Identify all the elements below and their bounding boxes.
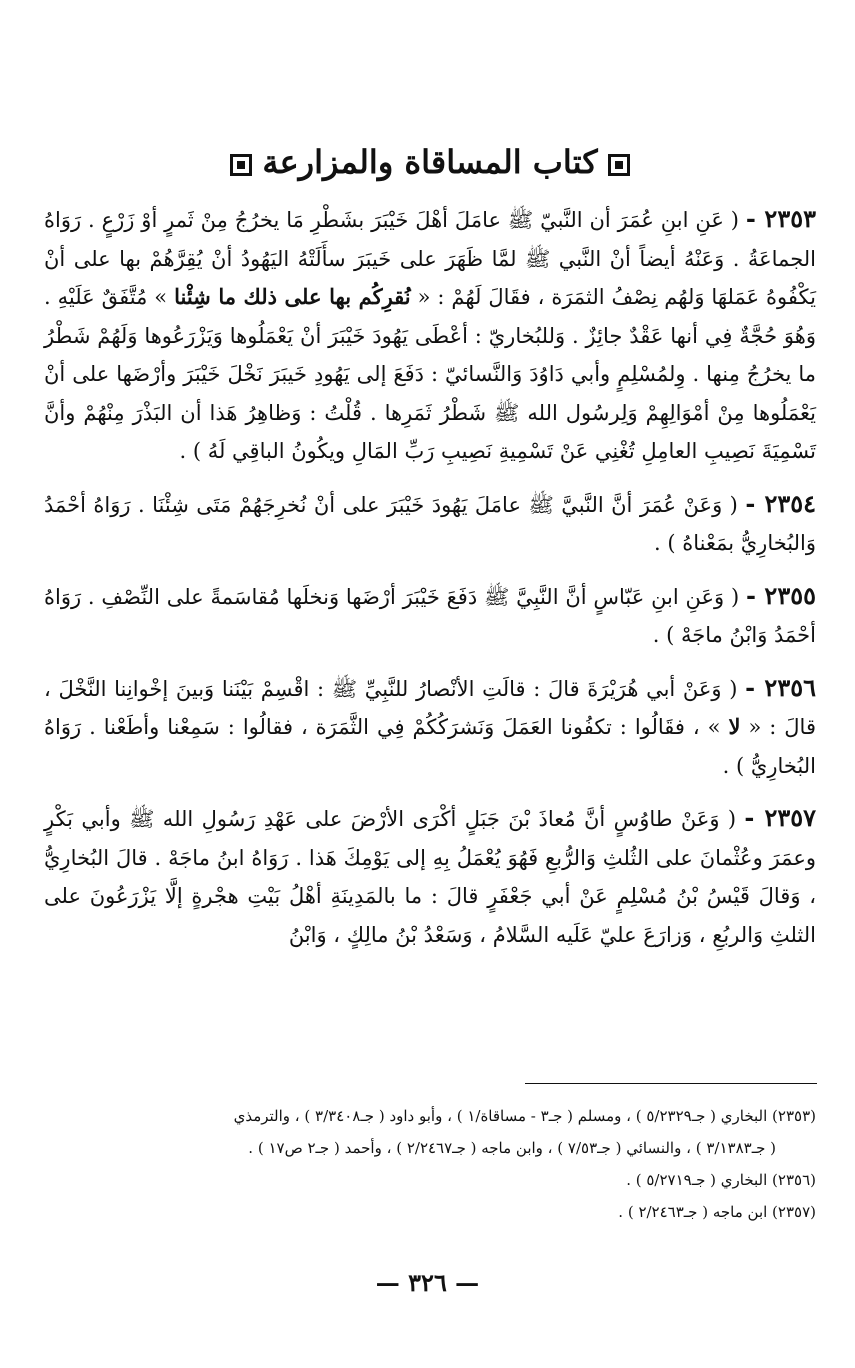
- footnote-line: (٢٣٥٦) البخاري ( جـ٥/٢٧١٩ ) .: [626, 1171, 816, 1189]
- hadith-number: ٢٣٥٣ -: [745, 204, 816, 233]
- hadith-2356: [44, 669, 816, 786]
- square-ornament-icon: [608, 154, 630, 176]
- hadith-text: ( وَعَنْ عُمَرَ أنَّ النَّبيَّ ﷺ عامَلَ يَهُودَ خَيْبَرَ على أنْ نُخرِجَهُمْ مَتَى شِئْنَا . رَوَاهُ أحْمَدُ وَالبُخارِيُّ بمَعْناهُ ) .: [44, 492, 816, 555]
- hadith-number: ٢٣٥٥ -: [745, 580, 816, 610]
- page-body: [44, 140, 816, 968]
- chapter-title-text: كتاب المساقاة والمزارعة: [262, 143, 598, 181]
- footnote-line: ( جـ٣/١٣٨٣ ) ، والنسائي ( جـ٧/٥٣ ) ، وابن ماجه ( جـ٢/٢٤٦٧ ) ، وأحمد ( جـ٢ ص١٧ ) .: [248, 1139, 776, 1157]
- hadith-number: ٢٣٥٤ -: [745, 488, 816, 518]
- hadith-bold-text: نُقرِكُم بها على ذلك ما شِئْنا: [174, 284, 411, 309]
- page-number: — ٣٢٦ —: [375, 1268, 480, 1297]
- hadith-text: » ، فقَالُوا : تكفُونا العَمَلَ وَنَشرَكُكُمْ فِي الثَّمَرَة ، فقالُوا : سَمِعْنا وأطَعْنا . رَوَاهُ البُخارِيُّ ) .: [44, 715, 816, 778]
- hadith-text: » مُتَّفَقٌ عَلَيْهِ . وَهُوَ حُجَّةٌ فِي أنها عَقْدٌ جائِزٌ . وَللبُخاريّ : أعْطَى يَهُودَ خَيْبَرَ أنْ يَعْمَلُوها وَيَزْرَعُوها وَلَهُمْ شَطْرُ ما يخرُجُ مِنها . وِلمُسْلِمٍ وأبي دَاوُدَ وَالنَّسائيّ : دَفَعَ إلى يَهُودِ خَيبَرَ نَخْلَ خَيْبَرَ وأرْضَها على أنْ يَعْمَلُوها مِنْ أمْوَالِهِمْ وَلِرسُول الله ﷺ شَطْرُ ثَمَرِها . قُلْتُ : وَظاهِرُ هَذا أن البَذْرَ مِنْهُمْ وأنَّ تَسْمِيَةَ نَصِيبِ العامِلِ تُغْنِي عَنْ تَسْمِيةِ نَصِيبِ رَبِّ المَالِ ويكُونُ الباقِي لَهُ ) .: [44, 285, 816, 463]
- hadith-text: ( وَعَنِ ابنِ عَبّاسٍ أنَّ النَّبِيَّ ﷺ دَفَعَ خَيْبَرَ أرْضَها وَنخلَها مُقاسَمةً على النِّصْفِ . رَوَاهُ أحْمَدُ وَابْنُ ماجَهْ ) .: [44, 584, 816, 647]
- hadith-bold-text: لا: [728, 714, 741, 739]
- hadith-2357: [44, 799, 816, 954]
- hadith-2354: [44, 485, 816, 563]
- footnotes: [44, 1100, 816, 1228]
- hadith-text: ( وَعَنْ طاوُسٍ أنَّ مُعاذَ بْنَ جَبَلٍ أكْرَى الأرْضَ على عَهْدِ رَسُولِ الله ﷺ وأبي بَكْرٍ وعمَرَ وعُثْمانَ على الثُلثِ وَالرُّبعِ فَهُوَ يُعْمَلُ بِهِ إلى يَوْمِكَ هَذا . رَوَاهُ ابنُ ماجَهْ . قالَ البُخارِيُّ ، وَقالَ قَيْسُ بْنُ مُسْلِمٍ عَنْ أبي جَعْفَرٍ قالَ : ما بالمَدِينَةِ أهْلُ بَيْتِ هجْرةٍ إلَّا يَزْرَعُونَ على الثلثِ وَالربُعِ ، وَزارَعَ عليّ عَلَيه السَّلامُ ، وَسَعْدُ بْنُ مالِكٍ ، وَابْنُ: [44, 807, 816, 947]
- chapter-title: [44, 140, 816, 184]
- hadith-2353: [44, 200, 816, 471]
- hadith-number: ٢٣٥٧ -: [744, 803, 816, 832]
- hadith-text: ( وَعَنْ أبي هُرَيْرَةَ قالَ : قالَتِ الأنْصارُ للنَّبِيِّ ﷺ : اقْسِمْ بَيْنَنا وَبينَ إخْوانِنا النَّخْلَ ، قالَ : «: [44, 676, 816, 739]
- footnote-line: (٢٣٥٣) البخاري ( جـ٥/٢٣٢٩ ) ، ومسلم ( جـ٣ - مساقاة/١ ) ، وأبو داود ( جـ٣/٣٤٠٨ ) ، والترمذي: [233, 1107, 816, 1125]
- square-ornament-icon: [230, 154, 252, 176]
- footnote-line: (٢٣٥٧) ابن ماجه ( جـ٢/٢٤٦٣ ) .: [618, 1203, 816, 1221]
- hadith-2355: [44, 577, 816, 655]
- hadith-number: ٢٣٥٦ -: [745, 672, 816, 702]
- footnote-divider: [525, 1083, 817, 1084]
- hadith-text: ( عَنِ ابنِ عُمَرَ أن النَّبيّ ﷺ عامَلَ أهْلَ خَيْبَرَ بشَطْرِ مَا يخرُجُ مِنْ ثَمرٍ أوْ زَرْعٍ . رَوَاهُ الجماعَةُ . وَعَنْهُ أيضاً أنْ النَّبي ﷺ لمَّا ظَهَرَ على خَيبَرَ سأَلَتْهُ اليَهُودُ أنْ يُقِرَّهُمْ بها على أنْ يَكْفُوهُ عَمَلهَا وَلهُم نِصْفُ الثمَرَة ، فقَالَ لَهُمْ : «: [44, 208, 816, 309]
